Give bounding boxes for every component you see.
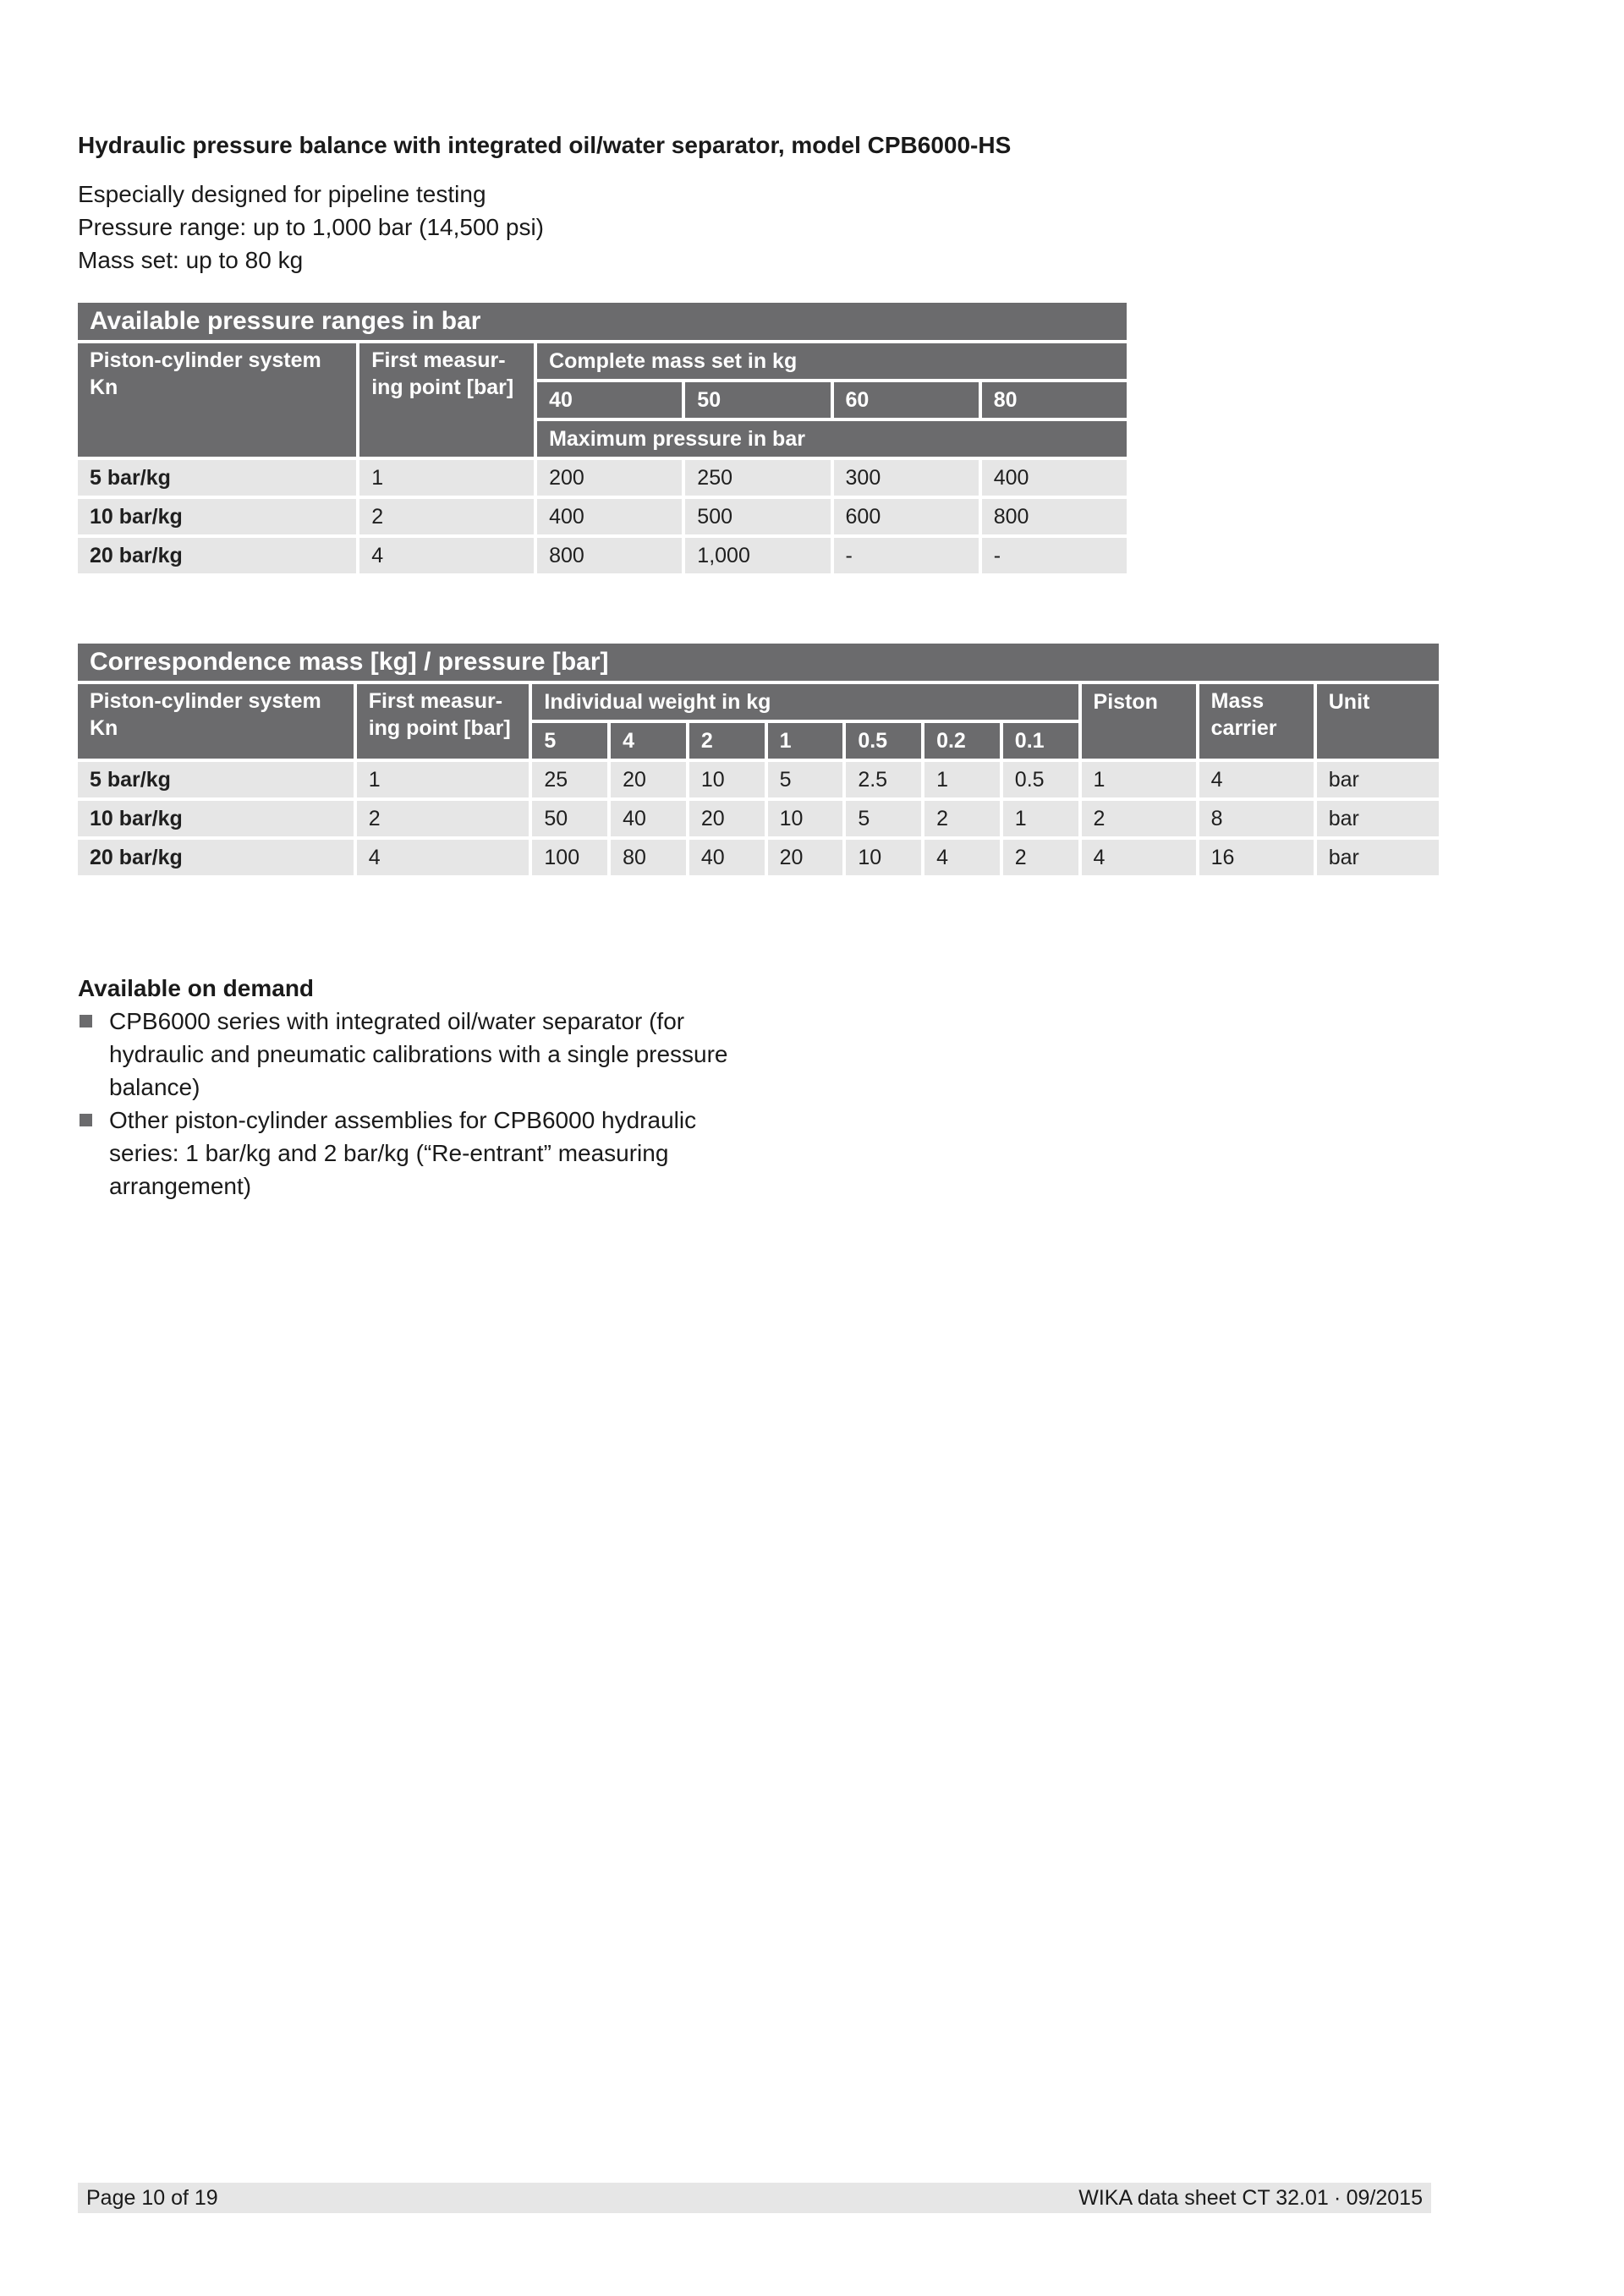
column-header-unit: Unit (1317, 684, 1439, 759)
table-cell: 800 (537, 538, 682, 573)
table-cell: 4 (359, 538, 534, 573)
column-header-system: Piston-cylinder system Kn (78, 343, 356, 457)
demand-list (78, 1005, 771, 1203)
table-cell: 10 (846, 840, 921, 875)
available-on-demand-section (78, 973, 771, 1203)
section-heading: Available on demand (78, 975, 315, 1001)
table-cell: 25 (532, 762, 607, 797)
list-item (78, 1005, 771, 1104)
column-header-weight: 0.1 (1003, 723, 1078, 759)
intro-text (78, 178, 544, 277)
row-header: 20 bar/kg (78, 840, 354, 875)
table-cell: 2 (924, 801, 1000, 836)
correspondence-table (74, 640, 1442, 879)
table-cell: 1 (924, 762, 1000, 797)
table-cell: 2.5 (846, 762, 921, 797)
table-cell: 1 (357, 762, 529, 797)
column-header-weight: 1 (768, 723, 843, 759)
table-title: Correspondence mass [kg] / pressure [bar] (78, 644, 1439, 681)
table-cell: 4 (1082, 840, 1196, 875)
table-cell: 50 (532, 801, 607, 836)
table-row (78, 762, 1439, 797)
table-cell: 10 (768, 801, 843, 836)
page-heading: Hydraulic pressure balance with integrated oil/water separator, model CPB6000-HS (78, 132, 1012, 158)
table-cell: 1 (359, 460, 534, 496)
table-cell: 1 (1082, 762, 1196, 797)
table-cell: - (834, 538, 979, 573)
table-cell: 0.5 (1003, 762, 1078, 797)
table-row (78, 538, 1127, 573)
table-cell: 1,000 (685, 538, 830, 573)
intro-line: Pressure range: up to 1,000 bar (14,500 psi) (78, 214, 545, 240)
table-cell: bar (1317, 762, 1439, 797)
pressure-ranges-table (74, 299, 1130, 577)
table-cell: 4 (1199, 762, 1314, 797)
table-cell: 1 (1003, 801, 1078, 836)
table-cell: bar (1317, 840, 1439, 875)
table-row (78, 840, 1439, 875)
table-cell: 300 (834, 460, 979, 496)
table-cell: 5 (768, 762, 843, 797)
list-item-text: Other piston-cylinder assemblies for CPB6000 hydraulic series: 1 bar/kg and 2 bar/kg (“Re-entrant” measuring arrangement) (109, 1107, 697, 1199)
table-cell: 40 (689, 840, 765, 875)
square-bullet-icon (80, 1114, 92, 1126)
table-cell: 16 (1199, 840, 1314, 875)
document-reference: WIKA data sheet CT 32.01 ∙ 09/2015 (1078, 2186, 1423, 2210)
table-cell: 800 (982, 499, 1127, 534)
column-header-individual-weight: Individual weight in kg (532, 684, 1078, 720)
table-title: Available pressure ranges in bar (78, 303, 1127, 340)
column-header-piston: Piston (1082, 684, 1196, 759)
row-header: 5 bar/kg (78, 460, 356, 496)
table-cell: 600 (834, 499, 979, 534)
row-header: 10 bar/kg (78, 499, 356, 534)
row-header: 5 bar/kg (78, 762, 354, 797)
list-item (78, 1104, 771, 1203)
column-header-mass: 60 (834, 382, 979, 418)
table-cell: 400 (982, 460, 1127, 496)
column-header-first-point: First measur-ing point [bar] (357, 684, 529, 759)
column-header-weight: 4 (611, 723, 686, 759)
column-header-weight: 2 (689, 723, 765, 759)
table-cell: - (982, 538, 1127, 573)
square-bullet-icon (80, 1015, 92, 1027)
row-header: 10 bar/kg (78, 801, 354, 836)
row-header: 20 bar/kg (78, 538, 356, 573)
table-cell: 200 (537, 460, 682, 496)
table-row (78, 801, 1439, 836)
table-cell: 400 (537, 499, 682, 534)
table-cell: 500 (685, 499, 830, 534)
column-header-mass: 40 (537, 382, 682, 418)
column-header-mass-carrier: Mass carrier (1199, 684, 1314, 759)
table-cell: 4 (924, 840, 1000, 875)
intro-line: Especially designed for pipeline testing (78, 181, 486, 207)
column-header-max-pressure: Maximum pressure in bar (537, 421, 1127, 457)
table-cell: 2 (359, 499, 534, 534)
page-footer (78, 2183, 1431, 2213)
table-cell: 20 (611, 762, 686, 797)
column-header-first-point: First measur-ing point [bar] (359, 343, 534, 457)
table-cell: 2 (357, 801, 529, 836)
table-cell: 20 (689, 801, 765, 836)
table-cell: 4 (357, 840, 529, 875)
column-header-system: Piston-cylinder system Kn (78, 684, 354, 759)
table-cell: 20 (768, 840, 843, 875)
table-cell: 80 (611, 840, 686, 875)
column-header-weight: 0.2 (924, 723, 1000, 759)
page-number: Page 10 of 19 (86, 2186, 218, 2210)
table-cell: 40 (611, 801, 686, 836)
list-item-text: CPB6000 series with integrated oil/water separator (for hydraulic and pneumatic calibrations with a single pressure balance) (109, 1008, 728, 1100)
table-cell: 10 (689, 762, 765, 797)
table-row (78, 499, 1127, 534)
column-header-weight: 0.5 (846, 723, 921, 759)
table-cell: 5 (846, 801, 921, 836)
table-cell: 100 (532, 840, 607, 875)
table-cell: bar (1317, 801, 1439, 836)
column-header-mass-set: Complete mass set in kg (537, 343, 1127, 379)
column-header-weight: 5 (532, 723, 607, 759)
column-header-mass: 80 (982, 382, 1127, 418)
column-header-mass: 50 (685, 382, 830, 418)
table-cell: 8 (1199, 801, 1314, 836)
table-cell: 2 (1003, 840, 1078, 875)
table-cell: 2 (1082, 801, 1196, 836)
intro-line: Mass set: up to 80 kg (78, 247, 304, 273)
table-row (78, 460, 1127, 496)
table-cell: 250 (685, 460, 830, 496)
